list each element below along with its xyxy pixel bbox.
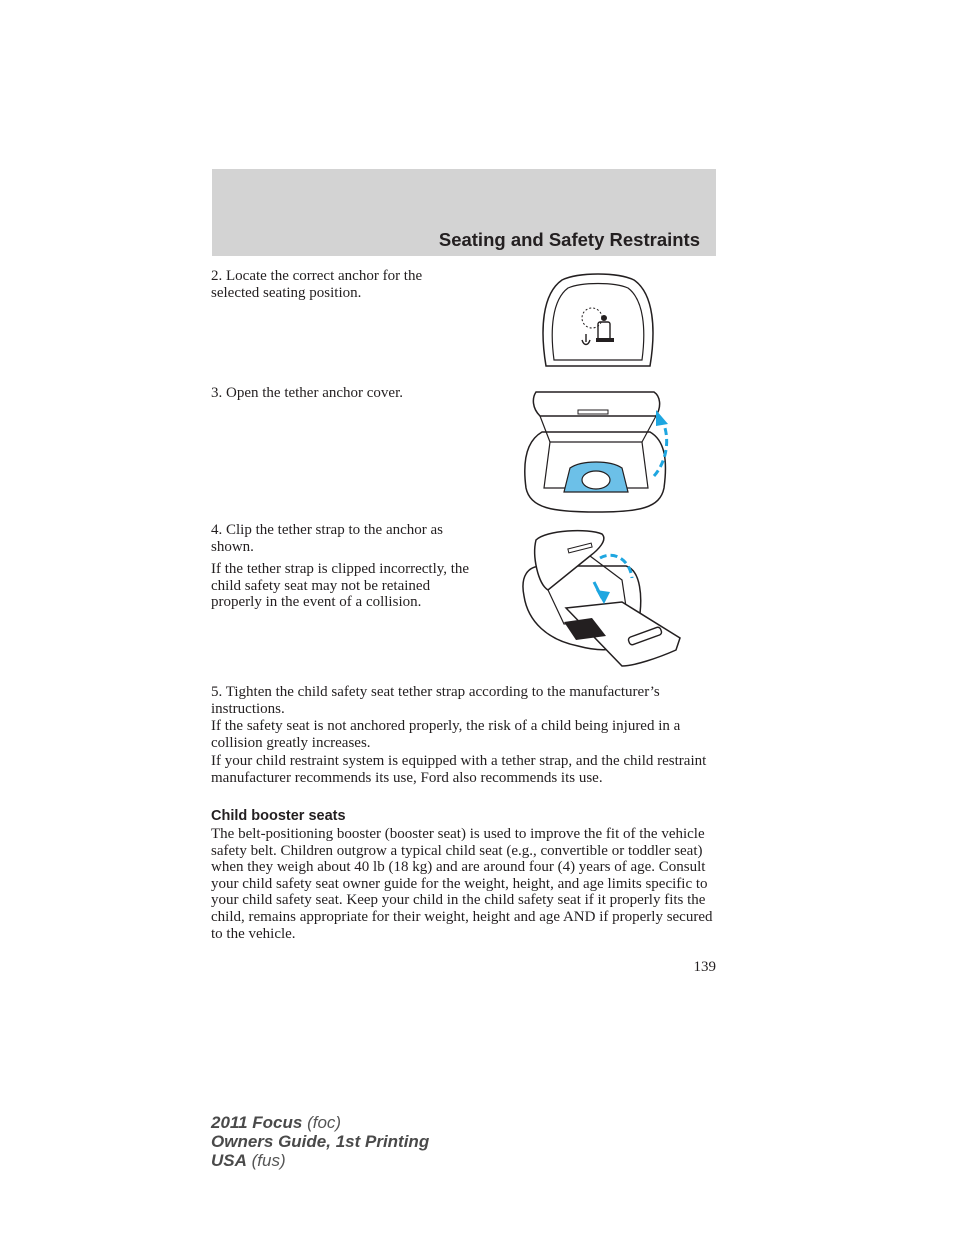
step-5-text: 5. Tighten the child safety seat tether strap according to the manufacturer’s instructions. — [211, 684, 660, 717]
step-2-text: 2. Locate the correct anchor for the selected seating position. — [211, 268, 423, 301]
step-4-warning-text: If the tether strap is clipped incorrectly, the child safety seat may not be retained properly in the event of a collision. — [211, 561, 470, 611]
section-title: Seating and Safety Restraints — [438, 229, 700, 250]
booster-seats-text: The belt-positioning booster (booster seat) is used to improve the fit of the vehicle safety belt. Children outgrow a typical child seat (e.g., convertible or toddler seat) when they weigh about 40 lb (18 kg) and are around four (4) years of age. Consult your child safety seat owner guide for the weight, height, and age limits specific to your child safety seat. Keep your child in the child safety seat if it properly fits the child, remains appropriate for their weight, height and age AND if properly secured to the vehicle. — [211, 826, 713, 942]
tether-recommendation-text: If your child restraint system is equipped with a tether strap, and the child restraint manufacturer recommends its use, Ford also recommends its use. — [211, 753, 707, 786]
publication-footer — [211, 1113, 429, 1170]
step-4-text: 4. Clip the tether strap to the anchor as shown. — [211, 522, 444, 555]
anchor-cover-open-illustration — [520, 388, 672, 514]
booster-seats-heading: Child booster seats — [211, 808, 346, 824]
page-number: 139 — [693, 959, 716, 975]
footer-market: USA — [211, 1151, 247, 1170]
footer-guide: Owners Guide, 1st Printing — [211, 1132, 430, 1151]
anchoring-risk-text: If the safety seat is not anchored properly, the risk of a child being injured in a collision greatly increases. — [211, 718, 681, 751]
footer-market-code: (fus) — [251, 1151, 286, 1170]
section-header-band — [212, 169, 716, 256]
footer-model: 2011 Focus — [211, 1113, 303, 1132]
footer-model-code: (foc) — [307, 1113, 342, 1132]
anchor-cover-closed-illustration — [538, 270, 658, 374]
tether-clip-illustration — [518, 526, 684, 674]
step-3-text: 3. Open the tether anchor cover. — [211, 385, 404, 401]
